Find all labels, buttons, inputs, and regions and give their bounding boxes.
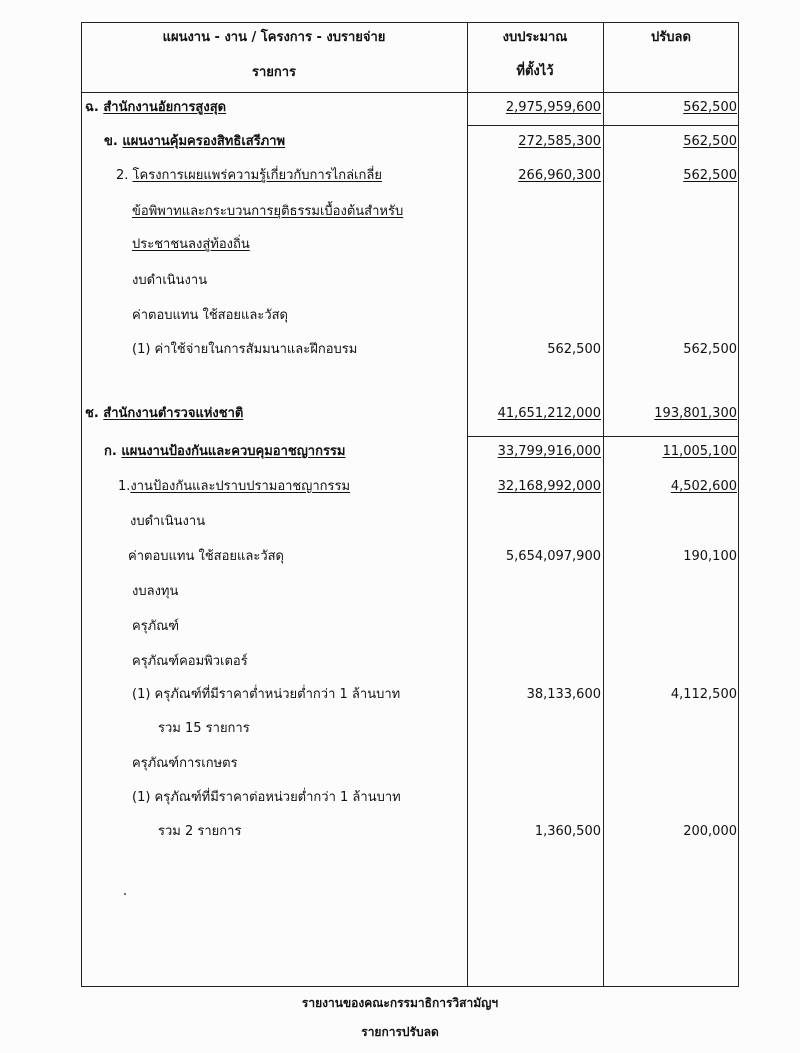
budget-value: 2,975,959,600 (505, 100, 601, 115)
row-text-continued: ประชาชนลงสู่ท้องถิ่น (132, 237, 250, 252)
header-col-budget: งบประมาณ (502, 30, 568, 45)
row-label: 2. (116, 168, 129, 183)
row-label: ช. (85, 406, 99, 421)
cut-value: 562,500 (683, 342, 737, 357)
header-col-budget-sub: ที่ตั้งไว้ (516, 64, 554, 79)
cut-value: 562,500 (683, 168, 737, 183)
header-col-cut: ปรับลด (651, 30, 691, 45)
budget-value: 33,799,916,000 (497, 444, 601, 459)
table-row (85, 99, 226, 117)
table-row: ครุภัณฑ์ (132, 619, 180, 634)
column-divider-budget (467, 22, 468, 987)
cut-value: 4,502,600 (670, 479, 737, 494)
header-col-plan: แผนงาน - งาน / โครงการ - งบรายจ่าย (162, 30, 386, 45)
table-row (85, 405, 243, 423)
section-divider-police (467, 436, 739, 437)
budget-value: 38,133,600 (526, 687, 601, 702)
header-divider (81, 92, 739, 93)
row-text: แผนงานป้องกันและควบคุมอาชญากรรม (121, 444, 346, 459)
budget-value: 32,168,992,000 (497, 479, 601, 494)
budget-value: 1,360,500 (534, 824, 601, 839)
table-row: ครุภัณฑ์การเกษตร (132, 756, 238, 771)
budget-value: 272,585,300 (518, 134, 601, 149)
table-row: งบดำเนินงาน (130, 514, 206, 529)
cut-value: 193,801,300 (654, 406, 737, 421)
budget-value: 266,960,300 (518, 168, 601, 183)
footer-report-title: รายงานของคณะกรรมาธิการวิสามัญฯ (301, 996, 499, 1010)
table-row: (1) ครุภัณฑ์ที่มีราคาต่ำหน่วยต่ำกว่า 1 ล้านบาท (132, 687, 401, 702)
header-col-item: รายการ (251, 65, 297, 80)
section-divider-attorney (467, 125, 739, 126)
row-text: สำนักงานอัยการสูงสุด (103, 100, 227, 115)
row-label: ข. (104, 134, 118, 149)
row-label: ก. (104, 444, 117, 459)
table-row (118, 478, 350, 496)
row-text: งานป้องกันและปราบปรามอาชญากรรม (130, 479, 351, 494)
table-row: รวม 15 รายการ (158, 721, 250, 736)
table-row: รวม 2 รายการ (158, 824, 242, 839)
row-text-continued: ข้อพิพาทและกระบวนการยุติธรรมเบื้องต้นสำหรับ (132, 204, 404, 219)
table-row (104, 133, 285, 151)
cut-value: 4,112,500 (670, 687, 737, 702)
row-text: โครงการเผยแพร่ความรู้เกี่ยวกับการไกล่เกลี่ย (132, 168, 382, 183)
row-label: ฉ. (85, 100, 99, 115)
row-label: 1. (118, 479, 131, 494)
table-row (116, 167, 382, 185)
table-row: ค่าตอบแทน ใช้สอยและวัสดุ (128, 549, 284, 564)
table-row: ครุภัณฑ์คอมพิวเตอร์ (132, 654, 248, 669)
cut-value: 190,100 (683, 549, 737, 564)
table-row (104, 443, 345, 461)
budget-value: 562,500 (547, 342, 601, 357)
cut-value: 562,500 (683, 100, 737, 115)
table-row: (1) ค่าใช้จ่ายในการสัมมนาและฝึกอบรม (132, 342, 358, 357)
table-row: งบดำเนินงาน (132, 273, 208, 288)
cut-value: 200,000 (683, 824, 737, 839)
cut-value: 562,500 (683, 134, 737, 149)
cut-value: 11,005,100 (662, 444, 737, 459)
table-row: ค่าตอบแทน ใช้สอยและวัสดุ (132, 308, 288, 323)
table-row: (1) ครุภัณฑ์ที่มีราคาต่อหน่วยต่ำกว่า 1 ล้านบาท (132, 790, 401, 805)
column-divider-cut (603, 22, 604, 987)
row-text: สำนักงานตำรวจแห่งชาติ (103, 406, 244, 421)
table-row: งบลงทุน (132, 584, 179, 599)
budget-value: 41,651,212,000 (497, 406, 601, 421)
scan-speck (124, 893, 126, 895)
budget-value: 5,654,097,900 (505, 549, 601, 564)
footer-report-subtitle: รายการปรับลด (361, 1025, 439, 1039)
row-text: แผนงานคุ้มครองสิทธิเสรีภาพ (122, 134, 286, 149)
